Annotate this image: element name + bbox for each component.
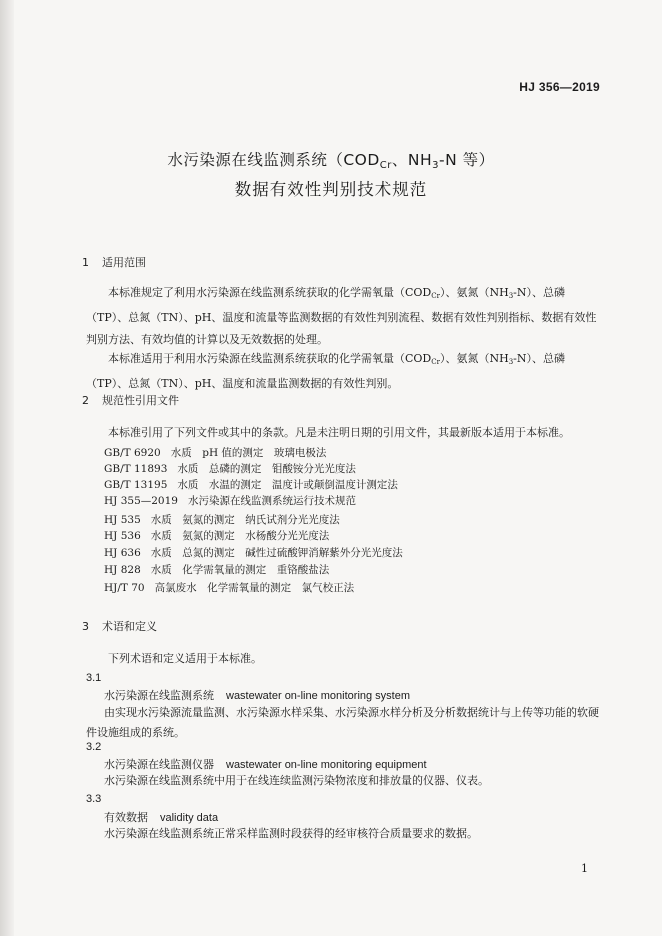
term-name: 水污染源在线监测系统 wastewater on-line monitoring system — [104, 689, 411, 702]
document-title-line1: 水污染源在线监测系统（$COD_{Cr}$、$NH_3-N$ 等） — [167, 151, 495, 171]
references-intro: 本标准引用了下列文件或其中的条款。凡是未注明日期的引用文件，其最新版本适用于本标准。 — [108, 426, 570, 439]
scope-paragraph-2: 本标准适用于利用水污染源在线监测系统获取的化学需氧量$(COD_{Cr})$、氨氮$(NH_3-N)$、总磷（TP）、总氮（TN）、pH、温度和流量监测数据的有效性判别。 — [86, 352, 565, 390]
reference-item: GB/T 6920 水质 pH 值的测定 玻璃电极法 — [104, 447, 327, 459]
reference-item: HJ 536 水质 氨氮的测定 水杨酸分光光度法 — [104, 530, 330, 542]
section-heading-2: 2 规范性引用文件 — [82, 394, 179, 407]
term-number: 3.3 — [86, 793, 102, 805]
term-number: 3.2 — [86, 741, 102, 753]
term-number: 3.1 — [86, 672, 102, 684]
term-definition: 水污染源在线监测系统正常采样监测时段获得的经审核符合质量要求的数据。 — [104, 827, 478, 840]
reference-item: HJ 535 水质 氨氮的测定 纳氏试剂分光光度法 — [104, 514, 340, 526]
reference-item: HJ 355—2019 水污染源在线监测系统运行技术规范 — [104, 495, 356, 507]
page-number: 1 — [581, 862, 588, 875]
reference-item: HJ 828 水质 化学需氧量的测定 重铬酸盐法 — [104, 564, 330, 576]
standard-code: HJ 356—2019 — [519, 80, 600, 94]
reference-item: HJ 636 水质 总氮的测定 碱性过硫酸钾消解紫外分光光度法 — [104, 547, 403, 559]
scope-paragraph-1: 本标准规定了利用水污染源在线监测系统获取的化学需氧量$(COD_{Cr})$、氨氮$(NH_3-N)$、总磷（TP）、总氮（TN）、pH、温度和流量等监测数据的有效性判别流程、数据有效性判别指标、数据有效性判别方法、有效均值的计算以及无效数据的处理。 — [86, 286, 597, 346]
section-heading-1: 1 适用范围 — [82, 256, 146, 269]
term-definition: 由实现水污染源流量监测、水污染源水样采集、水污染源水样分析及分析数据统计与上传等功能的软硬件设施组成的系统。 — [86, 706, 599, 739]
reference-item: GB/T 13195 水质 水温的测定 温度计或颠倒温度计测定法 — [104, 479, 398, 491]
term-definition: 水污染源在线监测系统中用于在线连续监测污染物浓度和排放量的仪器、仪表。 — [104, 774, 489, 787]
section-heading-3: 3 术语和定义 — [82, 620, 157, 633]
document-title-line2: 数据有效性判别技术规范 — [234, 180, 428, 199]
terms-intro: 下列术语和定义适用于本标准。 — [108, 652, 262, 665]
term-name: 有效数据 validity data — [104, 811, 219, 824]
reference-item: HJ/T 70 高氯废水 化学需氧量的测定 氯气校正法 — [104, 582, 355, 594]
page-binding-edge — [0, 0, 14, 936]
reference-item: GB/T 11893 水质 总磷的测定 钼酸铵分光光度法 — [104, 463, 356, 475]
term-name: 水污染源在线监测仪器 wastewater on-line monitoring equipment — [104, 758, 427, 771]
